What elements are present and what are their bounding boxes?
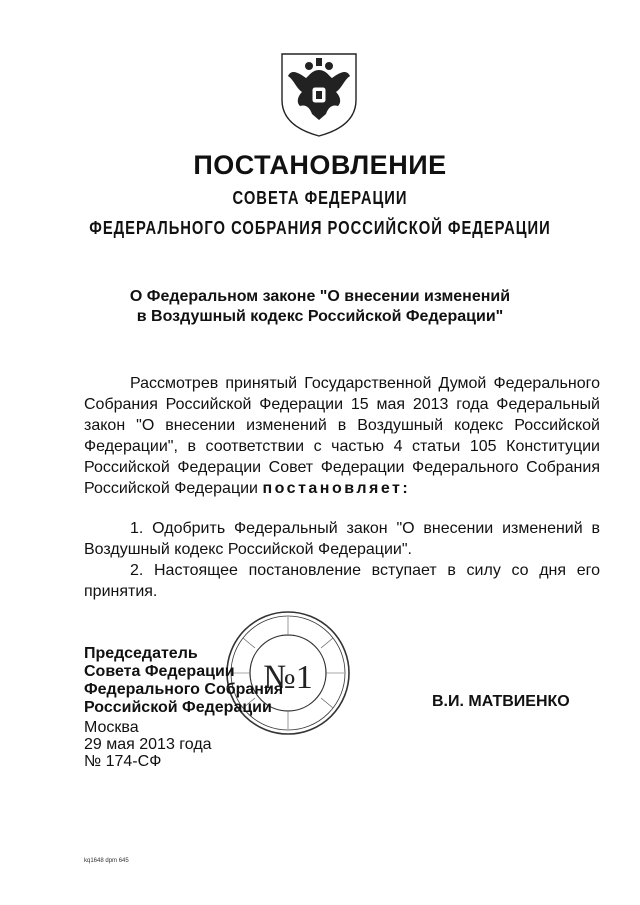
subject-line-2: в Воздушный кодекс Российской Федерации" [136,308,504,325]
signatory-line-3: Федерального Собрания [84,681,284,698]
signatory-title [84,645,283,717]
signatory-line-1: Председатель [84,645,198,662]
preamble-text: Рассмотрев принятый Государственной Думой Федерального Собрания Российской Федерации 15 мая 2013 года Федеральный закон "О внесении изменений в Воздушный кодекс Российской Федерации", в соответствии с частью 4 статьи 105 Конституции Российской Федерации Совет Федерации Федерального Собрания Российской Федерации [84,375,600,497]
document-number: № 174-СФ [84,753,162,770]
footer-code: kq1648 dpm 645 [84,858,129,864]
decree-item-2: 2. Настоящее постановление вступает в силу со дня его принятия. [84,562,600,600]
decree-item-1: 1. Одобрить Федеральный закон "О внесении изменений в Воздушный кодекс Российской Федерации". [84,520,600,558]
date: 29 мая 2013 года [84,736,212,753]
coat-of-arms-icon [276,48,362,138]
document-title: ПОСТАНОВЛЕНИЕ [193,150,447,180]
stamp-number: №1 [263,659,313,696]
signatory-name: В.И. МАТВИЕНКО [432,693,570,710]
document-subject [120,287,520,327]
document-body [84,373,600,602]
subject-line-1: О Федеральном законе "О внесении изменений [129,288,511,305]
decree-word: постановляет: [262,480,411,497]
preamble-paragraph [84,373,600,499]
issuer-line-2: ФЕДЕРАЛЬНОГО СОБРАНИЯ РОССИЙСКОЙ ФЕДЕРАЦИИ [89,218,551,238]
signatory-line-4: Российской Федерации [84,699,272,716]
signatory-line-2: Совета Федерации [84,663,235,680]
city: Москва [84,719,139,736]
issuer-line-1: СОВЕТА ФЕДЕРАЦИИ [232,188,408,208]
place-date-block [84,719,212,770]
